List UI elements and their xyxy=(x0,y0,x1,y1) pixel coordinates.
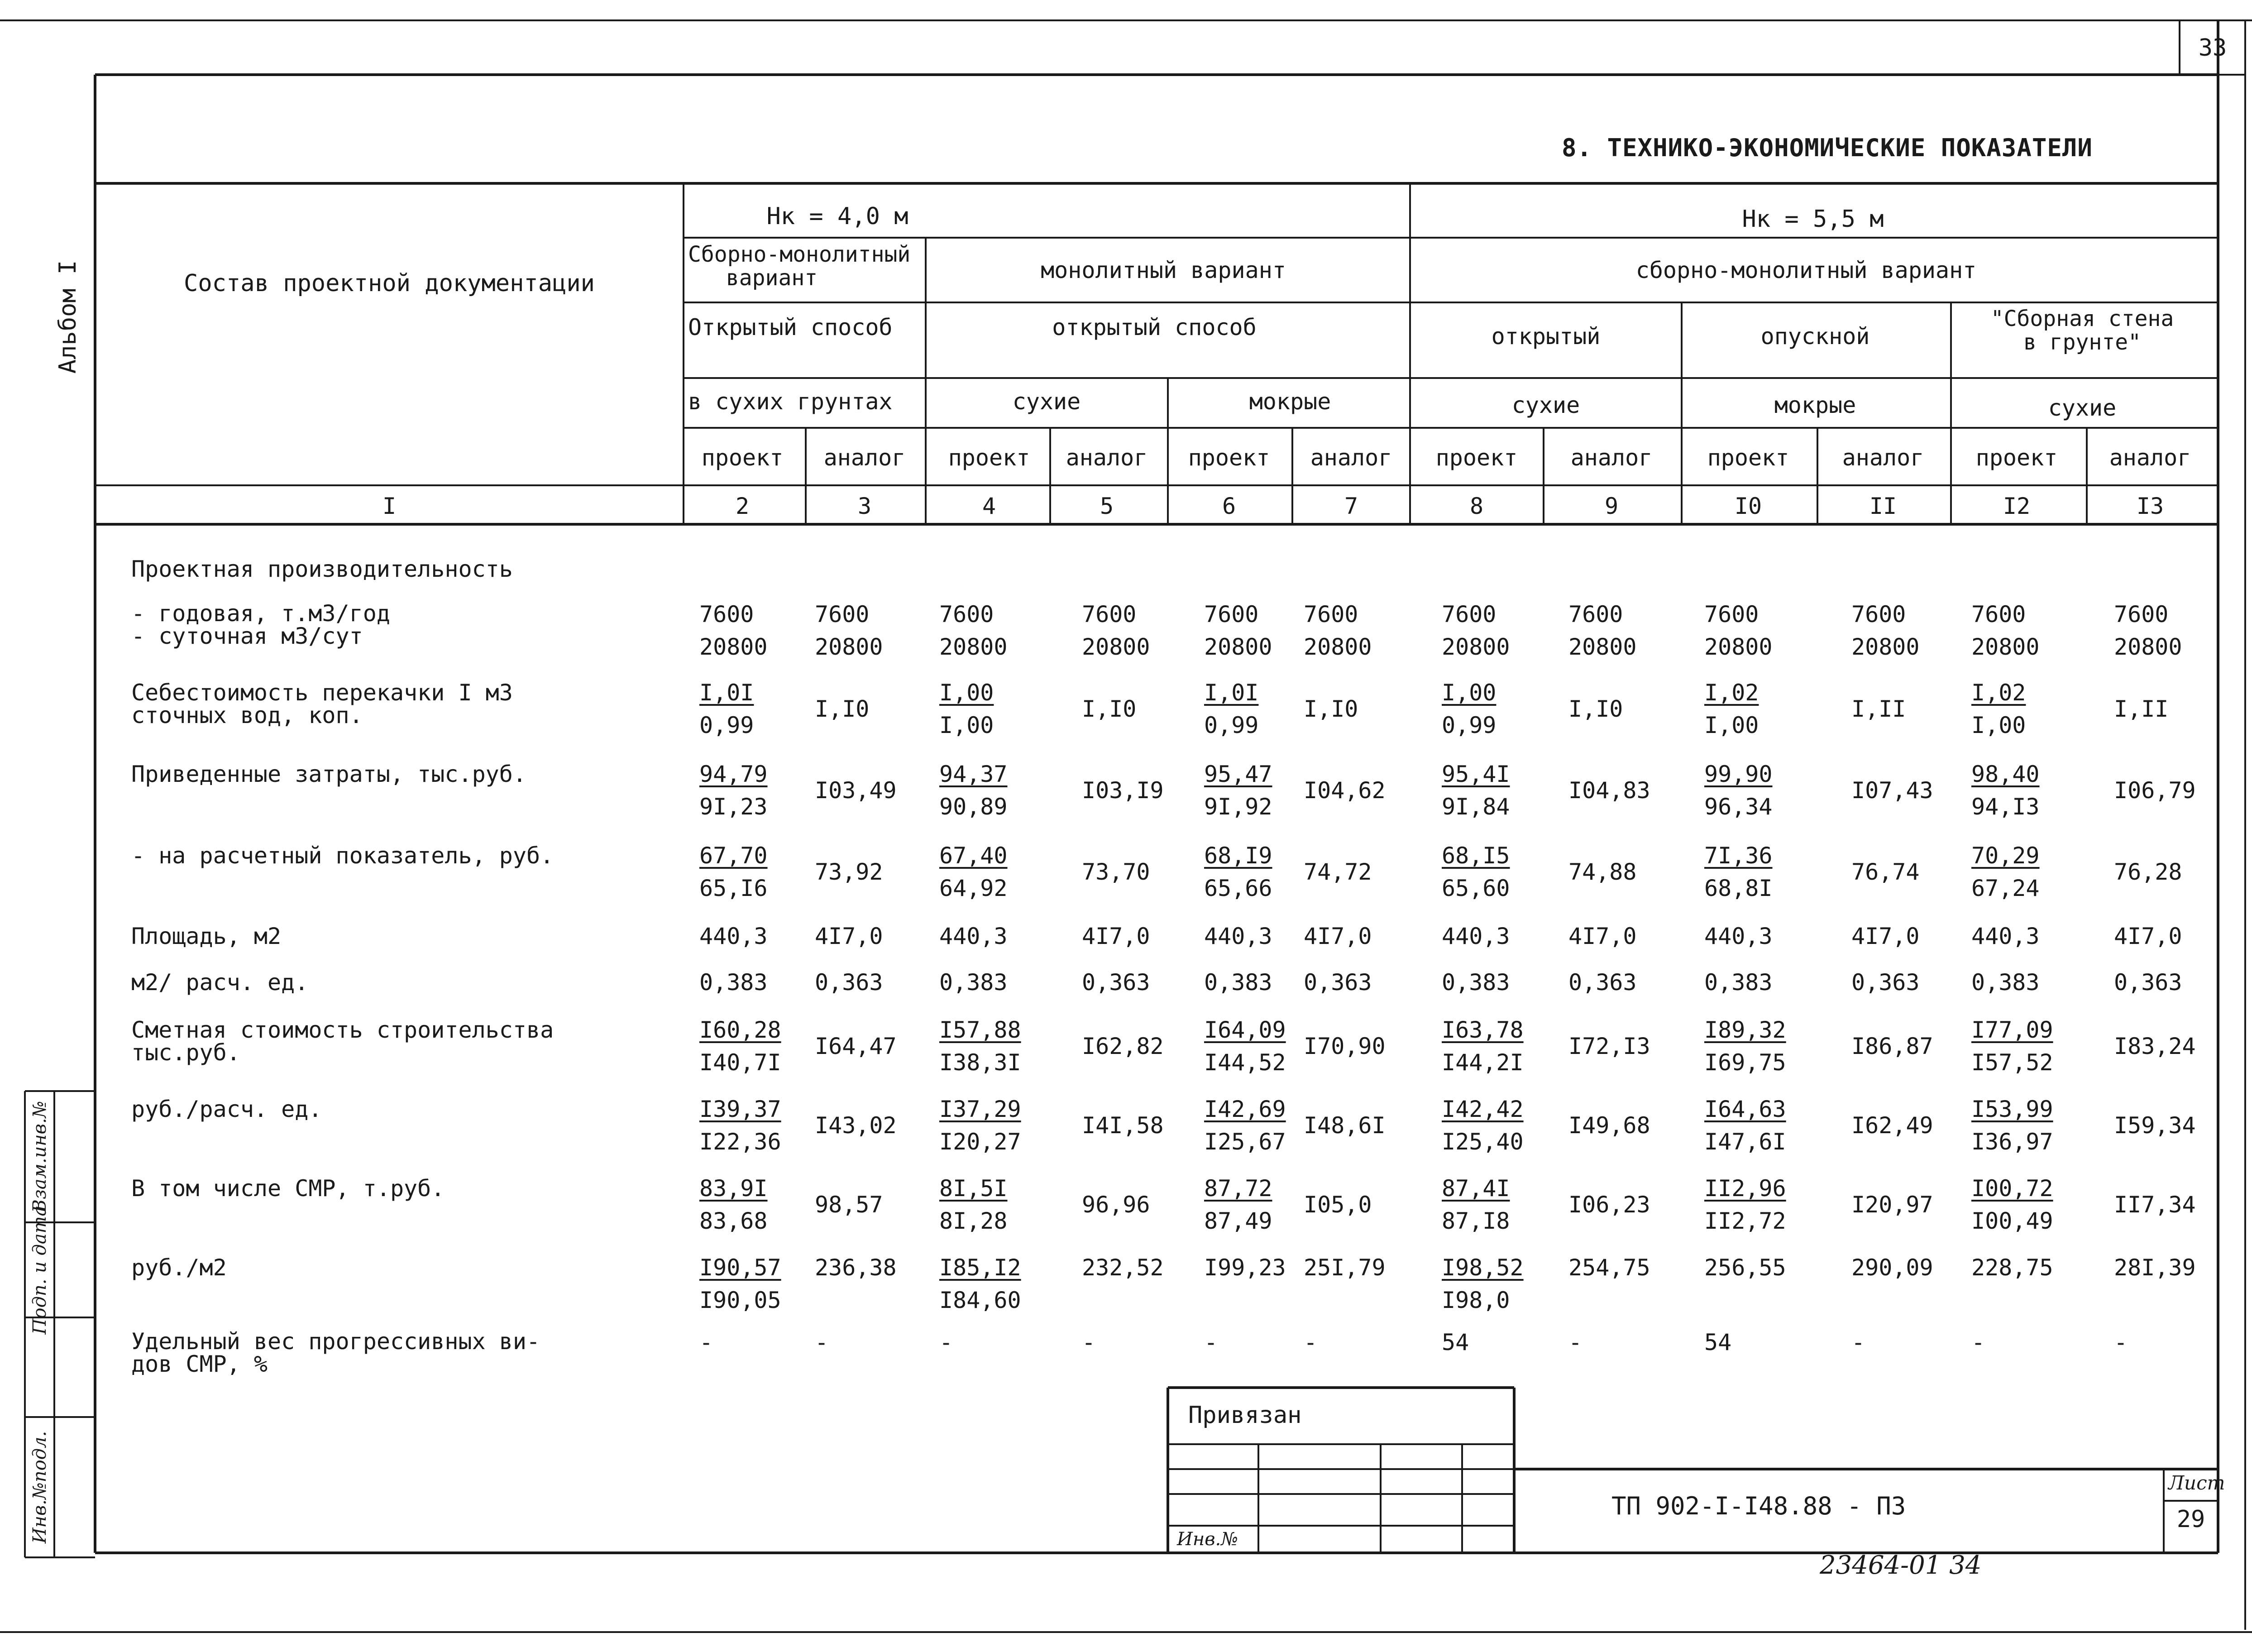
column-number-8: 8 xyxy=(1469,493,1484,519)
side-stamp-mid xyxy=(53,1091,55,1557)
cell-value: 0,383 xyxy=(1204,969,1272,996)
cell-value: 0,383 xyxy=(1442,969,1510,996)
cell-value: 4I7,0 xyxy=(1851,923,1920,949)
cell-value-top: 94,37 xyxy=(939,761,1008,787)
cell-value-top: 7600 xyxy=(1568,601,1623,627)
cell-value-bottom: 20800 xyxy=(1204,634,1272,660)
cell-value-bottom: 20800 xyxy=(1851,634,1920,660)
cell-value: 440,3 xyxy=(1971,923,2040,949)
cell-value-top: I89,32 xyxy=(1704,1017,1786,1043)
cell-value: I86,87 xyxy=(1851,1033,1933,1059)
cell-value-top: 7600 xyxy=(2114,601,2169,627)
cell-value-bottom: 0,99 xyxy=(699,712,754,738)
cell-value-bottom: I38,3I xyxy=(939,1049,1021,1076)
cell-value-top: I85,I2 xyxy=(939,1255,1021,1281)
header-project: проект xyxy=(701,445,784,471)
cell-value-bottom: I,00 xyxy=(1704,712,1759,738)
cell-value-bottom: 65,60 xyxy=(1442,875,1510,901)
header-dry-5-5: сухие xyxy=(1511,392,1580,418)
cell-value: 0,363 xyxy=(815,969,883,996)
cell-value-bottom: 65,I6 xyxy=(699,875,768,901)
stamp-col xyxy=(1380,1444,1382,1553)
stamp-inv-label: Инв.№ xyxy=(1177,1529,1238,1550)
header-row3-line xyxy=(684,377,2218,379)
cell-value-top: I39,37 xyxy=(699,1096,781,1122)
cell-value-top: 68,I5 xyxy=(1442,843,1510,869)
cell-value-top: 99,90 xyxy=(1704,761,1773,787)
cell-value: - xyxy=(1851,1329,1865,1355)
cell-value-bottom: 0,99 xyxy=(1204,712,1259,738)
row-label: Приведенные затраты, тыс.руб. xyxy=(131,761,526,787)
cell-value-bottom: I,00 xyxy=(1971,712,2026,738)
header-wet: мокрые xyxy=(1249,388,1331,415)
cell-value: - xyxy=(2114,1329,2128,1355)
cell-value-top: 7600 xyxy=(939,601,994,627)
cell-value: I72,I3 xyxy=(1568,1033,1650,1059)
row-label: - суточная м3/сут xyxy=(131,623,363,649)
side-stamp-sign-date: Подп. и дата xyxy=(29,1205,50,1335)
column-number-3: 3 xyxy=(857,493,872,519)
row-label: - на расчетный показатель, руб. xyxy=(131,843,554,869)
stamp-col xyxy=(1257,1444,1259,1553)
cell-value: I70,90 xyxy=(1304,1033,1386,1059)
side-stamp-top xyxy=(25,1090,95,1092)
cell-value: I49,68 xyxy=(1568,1112,1650,1139)
cell-value-bottom: II2,72 xyxy=(1704,1208,1786,1234)
row-label: Себестоимость перекачки I м3 xyxy=(131,680,513,706)
row-label: м2/ расч. ед. xyxy=(131,969,309,996)
cell-value: 25I,79 xyxy=(1304,1255,1386,1281)
cell-value: 0,383 xyxy=(1704,969,1773,996)
cell-value: I,I0 xyxy=(1304,696,1358,722)
cell-value: 0,363 xyxy=(2114,969,2182,996)
cell-value-top: 67,70 xyxy=(699,843,768,869)
stamp-sheet-col xyxy=(2163,1469,2165,1553)
cell-value: 254,75 xyxy=(1568,1255,1650,1281)
vline-subcol xyxy=(805,428,807,524)
cell-value-top: 7600 xyxy=(1082,601,1137,627)
cell-value-top: 95,4I xyxy=(1442,761,1510,787)
column-number-9: 9 xyxy=(1604,493,1619,519)
cell-value: 236,38 xyxy=(815,1255,897,1281)
cell-value-bottom: 9I,92 xyxy=(1204,794,1272,820)
cell-value: 4I7,0 xyxy=(1304,923,1372,949)
side-stamp-replace-inv: Взам.инв.№ xyxy=(29,1101,50,1213)
cell-value-bottom: 65,66 xyxy=(1204,875,1272,901)
header-row5-line xyxy=(95,484,2218,486)
cell-value: 0,363 xyxy=(1304,969,1372,996)
cell-value-bottom: 9I,84 xyxy=(1442,794,1510,820)
album-label: Альбом I xyxy=(54,260,81,374)
top-trim-line xyxy=(0,19,2252,21)
row-label: тыс.руб. xyxy=(131,1039,240,1066)
cell-value-top: 70,29 xyxy=(1971,843,2040,869)
cell-value-bottom: I,00 xyxy=(939,712,994,738)
page-num-box-right xyxy=(2244,20,2246,75)
cell-value-top: 67,40 xyxy=(939,843,1008,869)
cell-value: I05,0 xyxy=(1304,1192,1372,1218)
bottom-archive-number: 23464-01 34 xyxy=(1820,1551,1982,1580)
row-label: руб./м2 xyxy=(131,1255,227,1281)
cell-value-bottom: 87,49 xyxy=(1204,1208,1272,1234)
cell-value-top: I42,69 xyxy=(1204,1096,1286,1122)
cell-value: 4I7,0 xyxy=(2114,923,2182,949)
cell-value-top: I53,99 xyxy=(1971,1096,2053,1122)
frame-left xyxy=(94,75,96,1553)
header-composition: Состав проектной документации xyxy=(184,270,595,297)
cell-value: 54 xyxy=(1442,1329,1469,1355)
cell-value: 440,3 xyxy=(1704,923,1773,949)
cell-value-bottom: 8I,28 xyxy=(939,1208,1008,1234)
header-wall-in-ground-line1: "Сборная стена xyxy=(1990,306,2174,331)
outer-right-line xyxy=(2244,75,2246,1630)
header-sinking: опускной xyxy=(1760,323,1870,350)
cell-value-top: I98,52 xyxy=(1442,1255,1524,1281)
cell-value: 440,3 xyxy=(699,923,768,949)
cell-value: I43,02 xyxy=(815,1112,897,1139)
cell-value-bottom: 20800 xyxy=(1442,634,1510,660)
cell-value-bottom: 20800 xyxy=(1971,634,2040,660)
cell-value-top: I,02 xyxy=(1971,680,2026,706)
header-prefab-mono-line2: вариант xyxy=(726,265,818,291)
column-number-13: I3 xyxy=(2136,493,2164,519)
cell-value: 0,363 xyxy=(1851,969,1920,996)
cell-value-top: 68,I9 xyxy=(1204,843,1272,869)
cell-value-bottom: 9I,23 xyxy=(699,794,768,820)
cell-value: 54 xyxy=(1704,1329,1732,1355)
cell-value-bottom: 87,I8 xyxy=(1442,1208,1510,1234)
cell-value: I,I0 xyxy=(1568,696,1623,722)
vline-col12 xyxy=(1950,302,1952,524)
vline-subcol xyxy=(1817,428,1818,524)
cell-value-bottom: I25,40 xyxy=(1442,1129,1524,1155)
cell-value-bottom: I40,7I xyxy=(699,1049,781,1076)
cell-value: 74,88 xyxy=(1568,859,1637,885)
cell-value-top: I,0I xyxy=(1204,680,1259,706)
cell-value-bottom: 20800 xyxy=(1304,634,1372,660)
vline-col10 xyxy=(1681,302,1683,524)
cell-value-top: 98,40 xyxy=(1971,761,2040,787)
header-analog: аналог xyxy=(2109,445,2191,471)
row-label: Проектная производительность xyxy=(131,556,513,582)
cell-value-bottom: I44,52 xyxy=(1204,1049,1286,1076)
cell-value: - xyxy=(1971,1329,1985,1355)
cell-value-top: I37,29 xyxy=(939,1096,1021,1122)
header-prefab-mono-5-5: сборно-монолитный вариант xyxy=(1635,257,1977,283)
cell-value-bottom: I36,97 xyxy=(1971,1129,2053,1155)
cell-value: - xyxy=(815,1329,829,1355)
row-label: - годовая, т.м3/год xyxy=(131,600,390,627)
cell-value-bottom: I25,67 xyxy=(1204,1129,1286,1155)
stamp-bound-label: Привязан xyxy=(1188,1402,1302,1429)
header-top-line xyxy=(95,182,2218,185)
cell-value-bottom: 64,92 xyxy=(939,875,1008,901)
header-analog: аналог xyxy=(823,445,906,471)
cell-value: 4I7,0 xyxy=(1568,923,1637,949)
column-number-7: 7 xyxy=(1344,493,1358,519)
stamp-bound-left xyxy=(1167,1388,1169,1553)
cell-value: 232,52 xyxy=(1082,1255,1164,1281)
header-row4-line xyxy=(684,427,2218,429)
vline-subcol xyxy=(1543,428,1544,524)
cell-value: 98,57 xyxy=(815,1192,883,1218)
cell-value: - xyxy=(1204,1329,1218,1355)
row-label: сточных вод, коп. xyxy=(131,702,363,728)
cell-value-top: I,02 xyxy=(1704,680,1759,706)
column-number-2: 2 xyxy=(735,493,750,519)
page-num-box-bottom xyxy=(2180,74,2245,76)
cell-value: 0,363 xyxy=(1082,969,1150,996)
header-hk-4m: Нк = 4,0 м xyxy=(766,203,908,230)
cell-value: I4I,58 xyxy=(1082,1112,1164,1139)
cell-value-bottom: I00,49 xyxy=(1971,1208,2053,1234)
cell-value-bottom: I44,2I xyxy=(1442,1049,1524,1076)
row-label: Площадь, м2 xyxy=(131,923,282,949)
cell-value-bottom: 20800 xyxy=(1082,634,1150,660)
vline-col6 xyxy=(1167,378,1169,524)
cell-value: 4I7,0 xyxy=(1082,923,1150,949)
cell-value-top: 7600 xyxy=(815,601,870,627)
cell-value-top: I60,28 xyxy=(699,1017,781,1043)
cell-value-top: 94,79 xyxy=(699,761,768,787)
cell-value-bottom: 20800 xyxy=(815,634,883,660)
cell-value-bottom: 96,34 xyxy=(1704,794,1773,820)
cell-value: I83,24 xyxy=(2114,1033,2196,1059)
cell-value: 96,96 xyxy=(1082,1192,1150,1218)
side-stamp-left xyxy=(24,1091,26,1557)
cell-value: I20,97 xyxy=(1851,1192,1933,1218)
cell-value-bottom: I57,52 xyxy=(1971,1049,2053,1076)
page-number: 33 xyxy=(2198,34,2227,62)
cell-value-bottom: 20800 xyxy=(2114,634,2182,660)
cell-value: I07,43 xyxy=(1851,777,1933,804)
stamp-sheet-row xyxy=(2164,1500,2218,1502)
row-label: дов СМР, % xyxy=(131,1351,268,1377)
header-row2-line xyxy=(684,302,2218,303)
cell-value-top: I64,09 xyxy=(1204,1017,1286,1043)
cell-value-bottom: 67,24 xyxy=(1971,875,2040,901)
header-prefab-mono-line1: Сборно-монолитный xyxy=(688,242,911,267)
cell-value: 440,3 xyxy=(939,923,1008,949)
header-row1-line xyxy=(684,237,2218,239)
column-number-1: I xyxy=(382,493,397,519)
cell-value-top: 8I,5I xyxy=(939,1175,1008,1202)
vline-subcol xyxy=(1049,428,1051,524)
cell-value: I59,34 xyxy=(2114,1112,2196,1139)
side-stamp-divider xyxy=(25,1416,95,1418)
header-wet-5-5: мокрые xyxy=(1774,392,1856,418)
cell-value: 4I7,0 xyxy=(815,923,883,949)
cell-value: I64,47 xyxy=(815,1033,897,1059)
header-project: проект xyxy=(948,445,1030,471)
header-open: открытый xyxy=(1491,323,1601,350)
header-analog: аналог xyxy=(1842,445,1924,471)
header-project: проект xyxy=(1435,445,1518,471)
cell-value-top: 95,47 xyxy=(1204,761,1272,787)
frame-right xyxy=(2217,20,2219,1553)
page-num-box-left xyxy=(2179,20,2180,75)
cell-value: 440,3 xyxy=(1442,923,1510,949)
header-project: проект xyxy=(1188,445,1270,471)
stamp-bound-top xyxy=(1168,1386,1514,1389)
column-number-6: 6 xyxy=(1222,493,1236,519)
cell-value-top: 87,4I xyxy=(1442,1175,1510,1202)
cell-value: I06,79 xyxy=(2114,777,2196,804)
cell-value-top: I,0I xyxy=(699,680,754,706)
cell-value-bottom: 68,8I xyxy=(1704,875,1773,901)
cell-value-top: 83,9I xyxy=(699,1175,768,1202)
header-analog: аналог xyxy=(1066,445,1148,471)
cell-value-bottom: I20,27 xyxy=(939,1129,1021,1155)
cell-value: - xyxy=(1568,1329,1583,1355)
cell-value: 0,383 xyxy=(699,969,768,996)
cell-value: I62,49 xyxy=(1851,1112,1933,1139)
cell-value: I03,49 xyxy=(815,777,897,804)
cell-value: - xyxy=(1082,1329,1096,1355)
stamp-col xyxy=(1461,1444,1463,1553)
header-dry: сухие xyxy=(1012,388,1081,415)
cell-value-top: I64,63 xyxy=(1704,1096,1786,1122)
column-number-4: 4 xyxy=(982,493,996,519)
cell-value: I,II xyxy=(2114,696,2169,722)
cell-value: I06,23 xyxy=(1568,1192,1650,1218)
cell-value: II7,34 xyxy=(2114,1192,2196,1218)
header-analog: аналог xyxy=(1310,445,1392,471)
cell-value: I03,I9 xyxy=(1082,777,1164,804)
cell-value-top: I42,42 xyxy=(1442,1096,1524,1122)
cell-value: 73,70 xyxy=(1082,859,1150,885)
header-wall-in-ground-line2: в грунте" xyxy=(2023,330,2142,355)
cell-value-top: I00,72 xyxy=(1971,1175,2053,1202)
cell-value: I,I0 xyxy=(815,696,870,722)
cell-value-bottom: I22,36 xyxy=(699,1129,781,1155)
cell-value-top: 7I,36 xyxy=(1704,843,1773,869)
row-label: руб./расч. ед. xyxy=(131,1096,322,1122)
cell-value-top: I,00 xyxy=(1442,680,1497,706)
header-mono-variant: монолитный вариант xyxy=(1041,257,1286,283)
cell-value: I62,82 xyxy=(1082,1033,1164,1059)
cell-value-top: 7600 xyxy=(1971,601,2026,627)
cell-value-bottom: I47,6I xyxy=(1704,1129,1786,1155)
cell-value-top: 87,72 xyxy=(1204,1175,1272,1202)
cell-value: 76,28 xyxy=(2114,859,2182,885)
cell-value-bottom: 0,99 xyxy=(1442,712,1497,738)
side-stamp-inv-original: Инв.№подл. xyxy=(29,1431,50,1544)
column-numbers-line xyxy=(95,523,2218,526)
cell-value: I99,23 xyxy=(1204,1255,1286,1281)
cell-value-bottom: I84,60 xyxy=(939,1287,1021,1313)
cell-value-bottom: I69,75 xyxy=(1704,1049,1786,1076)
header-open-way-4m: Открытый способ xyxy=(688,314,893,340)
cell-value-bottom: 20800 xyxy=(1704,634,1773,660)
header-project: проект xyxy=(1975,445,2058,471)
cell-value-top: 7600 xyxy=(1704,601,1759,627)
cell-value-top: I63,78 xyxy=(1442,1017,1524,1043)
header-project: проект xyxy=(1707,445,1789,471)
stamp-main-top xyxy=(1514,1468,2218,1470)
cell-value-top: II2,96 xyxy=(1704,1175,1786,1202)
column-number-11: II xyxy=(1869,493,1897,519)
row-label: В том числе СМР, т.руб. xyxy=(131,1175,445,1202)
cell-value: I04,62 xyxy=(1304,777,1386,804)
column-number-5: 5 xyxy=(1100,493,1114,519)
bottom-trim-line xyxy=(0,1631,2252,1633)
cell-value-bottom: 94,I3 xyxy=(1971,794,2040,820)
cell-value: I,I0 xyxy=(1082,696,1137,722)
document-title: 8. ТЕХНИКО-ЭКОНОМИЧЕСКИЕ ПОКАЗАТЕЛИ xyxy=(1562,134,2093,162)
cell-value-bottom: 90,89 xyxy=(939,794,1008,820)
stamp-doc-code: ТП 902-I-I48.88 - ПЗ xyxy=(1611,1492,1906,1520)
vline-subcol xyxy=(2086,428,2088,524)
vline-hk-split xyxy=(1409,183,1411,524)
cell-value-top: I90,57 xyxy=(699,1255,781,1281)
cell-value-top: 7600 xyxy=(1204,601,1259,627)
frame-top xyxy=(95,73,2218,76)
cell-value: 0,383 xyxy=(1971,969,2040,996)
stamp-sheet-label: Лист xyxy=(2168,1472,2225,1494)
cell-value-bottom: 20800 xyxy=(699,634,768,660)
header-dry-soils: в сухих грунтах xyxy=(688,388,893,415)
cell-value: 28I,39 xyxy=(2114,1255,2196,1281)
cell-value: - xyxy=(1304,1329,1318,1355)
cell-value: 440,3 xyxy=(1204,923,1272,949)
header-open-way-mono: открытый способ xyxy=(1052,314,1257,340)
cell-value-bottom: 20800 xyxy=(939,634,1008,660)
cell-value-bottom: 20800 xyxy=(1568,634,1637,660)
cell-value-bottom: I90,05 xyxy=(699,1287,781,1313)
cell-value-top: I,00 xyxy=(939,680,994,706)
cell-value-bottom: 83,68 xyxy=(699,1208,768,1234)
header-dry-wall: сухие xyxy=(2048,395,2117,421)
side-stamp-divider xyxy=(25,1556,95,1558)
cell-value: - xyxy=(699,1329,713,1355)
cell-value: 73,92 xyxy=(815,859,883,885)
row-label: Удельный вес прогрессивных ви- xyxy=(131,1328,540,1355)
cell-value: I,II xyxy=(1851,696,1906,722)
cell-value-bottom: I98,0 xyxy=(1442,1287,1510,1313)
cell-value: 256,55 xyxy=(1704,1255,1786,1281)
header-analog: аналог xyxy=(1570,445,1653,471)
cell-value: 76,74 xyxy=(1851,859,1920,885)
vline-subcol xyxy=(1291,428,1293,524)
cell-value-top: 7600 xyxy=(1304,601,1358,627)
cell-value-top: I77,09 xyxy=(1971,1017,2053,1043)
column-number-10: I0 xyxy=(1734,493,1762,519)
cell-value-top: I57,88 xyxy=(939,1017,1021,1043)
cell-value-top: 7600 xyxy=(1442,601,1497,627)
vline-col4 xyxy=(925,238,927,524)
vline-col2 xyxy=(683,183,684,524)
cell-value: 228,75 xyxy=(1971,1255,2053,1281)
cell-value-top: 7600 xyxy=(699,601,754,627)
cell-value: 0,383 xyxy=(939,969,1008,996)
cell-value: 290,09 xyxy=(1851,1255,1933,1281)
cell-value: 0,363 xyxy=(1568,969,1637,996)
cell-value: I48,6I xyxy=(1304,1112,1386,1139)
cell-value: 74,72 xyxy=(1304,859,1372,885)
cell-value: - xyxy=(939,1329,953,1355)
cell-value-top: 7600 xyxy=(1851,601,1906,627)
stamp-sheet-number: 29 xyxy=(2176,1506,2205,1533)
row-label: Сметная стоимость строительства xyxy=(131,1017,554,1043)
column-number-12: I2 xyxy=(2003,493,2031,519)
header-hk-5-5m: Нк = 5,5 м xyxy=(1742,206,1884,233)
cell-value: I04,83 xyxy=(1568,777,1650,804)
